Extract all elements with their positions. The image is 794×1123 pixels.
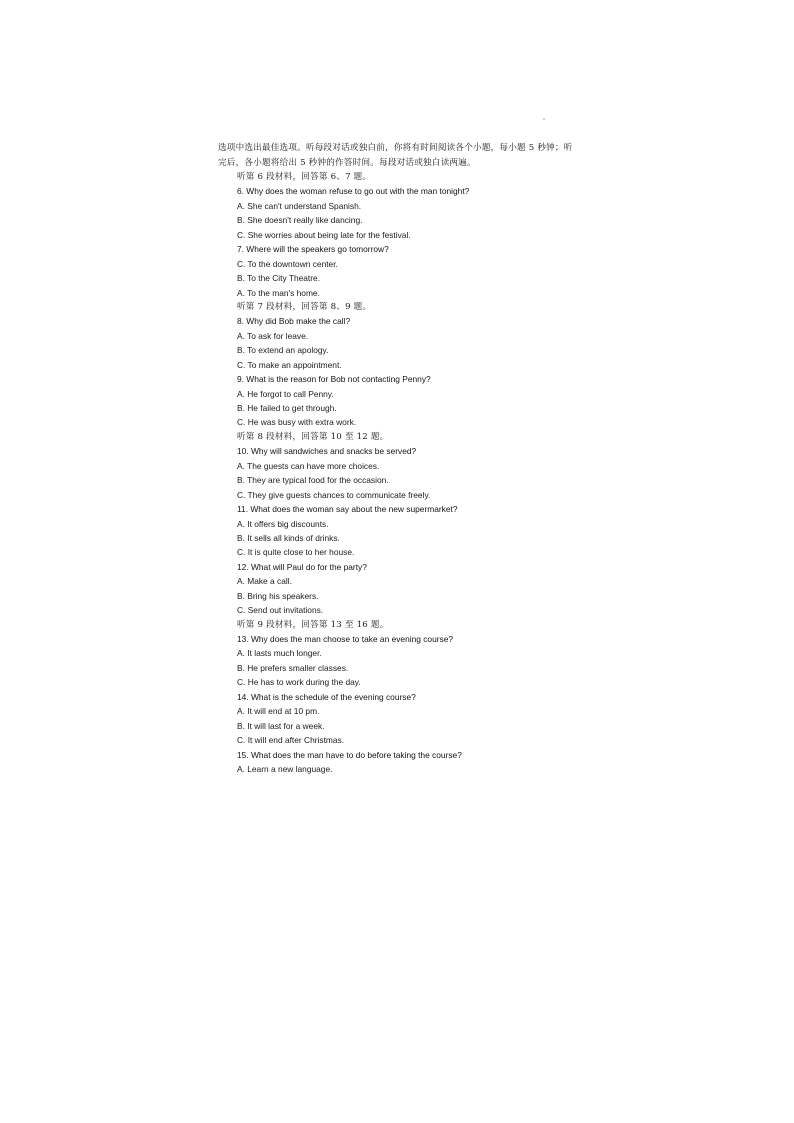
option-9b: B. He failed to get through. xyxy=(237,403,337,413)
question-7: 7. Where will the speakers go tomorrow? xyxy=(237,244,389,255)
option-6b: B. She doesn't really like dancing. xyxy=(237,215,363,226)
option-10b: B. They are typical food for the occasion. xyxy=(237,475,389,486)
option-7-2: B. To the City Theatre. xyxy=(237,273,321,284)
question-9: 9. What is the reason for Bob not contacting Penny? xyxy=(237,374,431,385)
listening-questions xyxy=(237,170,597,776)
option-9c: C. He was busy with extra work. xyxy=(237,417,357,428)
question-15: 15. What does the man have to do before taking the course? xyxy=(237,749,462,760)
instructions-line-1: 选项中选出最佳选项。听每段对话或独白前，你将有时间阅读各个小题，每小题 5 秒钟；听 xyxy=(218,143,573,153)
instructions-paragraph xyxy=(218,141,608,170)
instructions-line-2: 完后，各小题将给出 5 秒钟的作答时间。每段对话或独白读两遍。 xyxy=(218,157,476,168)
option-14a: A. It will end at 10 pm. xyxy=(237,706,320,717)
option-13a: A. It lasts much longer. xyxy=(237,648,322,659)
option-8a: A. To ask for leave. xyxy=(237,330,309,341)
question-11: 11. What does the woman say about the new supermarket? xyxy=(237,504,458,515)
option-9a: A. He forgot to call Penny. xyxy=(237,388,334,399)
option-12c: C. Send out invitations. xyxy=(237,605,324,616)
question-13: 13. Why does the man choose to take an evening course? xyxy=(237,634,454,644)
option-7-1: C. To the downtown center. xyxy=(237,258,338,269)
option-11a: A. It offers big discounts. xyxy=(237,518,329,529)
section-header: 听第 9 段材料，回答第 13 至 16 题。 xyxy=(237,619,389,630)
section-header: 听第 7 段材料，回答第 8、9 题。 xyxy=(237,301,372,312)
option-6a: A. She can't understand Spanish. xyxy=(237,200,362,211)
question-12: 12. What will Paul do for the party? xyxy=(237,561,367,572)
option-10c: C. They give guests chances to communicate freely. xyxy=(237,489,431,500)
option-11b: B. It sells all kinds of drinks. xyxy=(237,532,340,543)
option-12b: B. Bring his speakers. xyxy=(237,590,319,601)
question-6: 6. Why does the woman refuse to go out with the man tonight? xyxy=(237,186,470,197)
question-8: 8. Why did Bob make the call? xyxy=(237,316,351,327)
option-14c: C. It will end after Christmas. xyxy=(237,735,345,746)
section-header: 听第 6 段材料，回答第 6、7 题。 xyxy=(237,172,372,182)
option-8b: B. To extend an apology. xyxy=(237,345,329,356)
option-7-3: A. To the man's home. xyxy=(237,287,320,298)
option-12a: A. Make a call. xyxy=(237,576,292,587)
option-10a: A. The guests can have more choices. xyxy=(237,460,380,471)
option-13b: B. He prefers smaller classes. xyxy=(237,662,349,673)
section-header: 听第 8 段材料，回答第 10 至 12 题。 xyxy=(237,431,389,442)
option-11c: C. It is quite close to her house. xyxy=(237,547,355,558)
option-15a: A. Learn a new language. xyxy=(237,763,333,774)
scan-speck xyxy=(543,118,545,120)
question-10: 10. Why will sandwiches and snacks be served? xyxy=(237,446,417,457)
question-14: 14. What is the schedule of the evening course? xyxy=(237,691,416,702)
option-8c: C. To make an appointment. xyxy=(237,359,342,370)
option-6c: C. She worries about being late for the festival. xyxy=(237,229,411,240)
option-14b: B. It will last for a week. xyxy=(237,720,325,731)
option-13c: C. He has to work during the day. xyxy=(237,677,361,688)
